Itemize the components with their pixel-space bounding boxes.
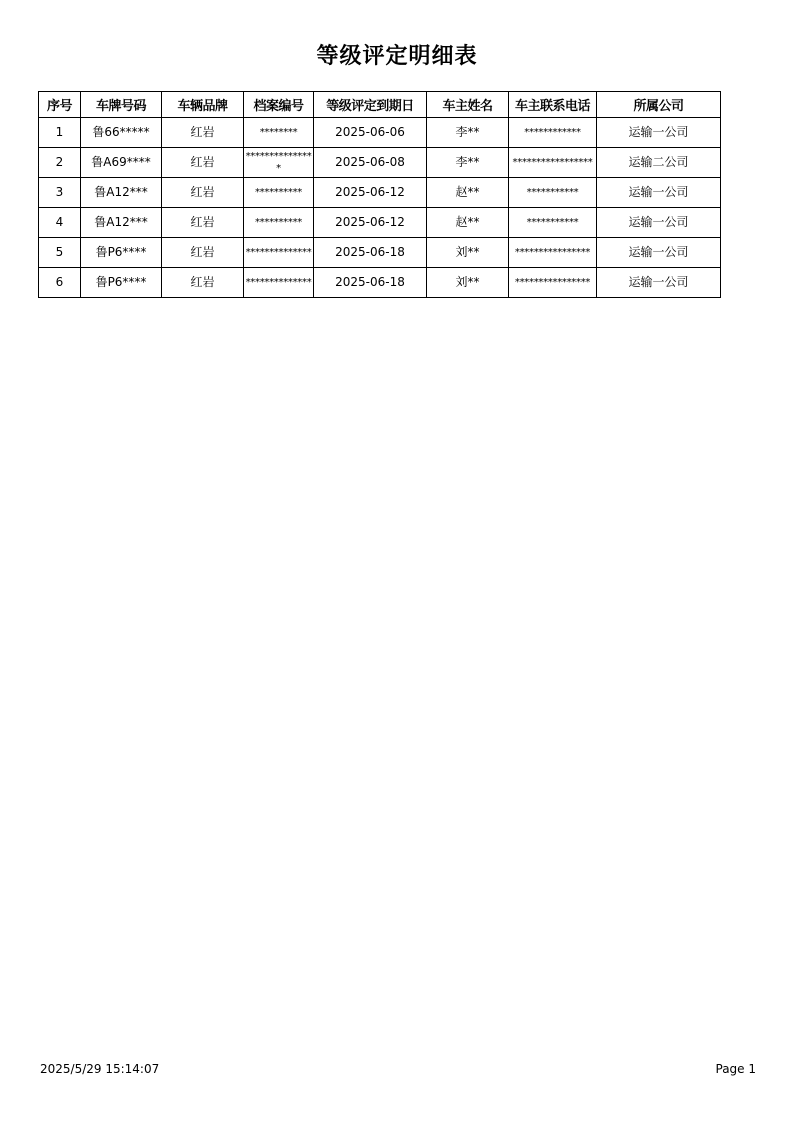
cell-plate-number: 鲁P6**** (81, 268, 162, 298)
cell-serial-no: 5 (39, 238, 81, 268)
table-row (39, 238, 721, 268)
cell-file-number: ************** (244, 238, 314, 268)
table-row (39, 118, 721, 148)
cell-serial-no: 1 (39, 118, 81, 148)
table-row (39, 268, 721, 298)
header-file-number: 档案编号 (244, 92, 314, 118)
cell-owner-phone: *********** (509, 178, 597, 208)
cell-owner-name: 赵** (427, 208, 509, 238)
cell-company: 运输一公司 (597, 118, 721, 148)
cell-company: 运输二公司 (597, 148, 721, 178)
table-row (39, 148, 721, 178)
cell-plate-number: 鲁P6**** (81, 238, 162, 268)
cell-plate-number: 鲁66***** (81, 118, 162, 148)
report-title: 等级评定明细表 (316, 43, 478, 69)
table-row (39, 208, 721, 238)
cell-rating-expiry-date: 2025-06-12 (314, 208, 427, 238)
cell-plate-number: 鲁A69**** (81, 148, 162, 178)
cell-serial-no: 3 (39, 178, 81, 208)
cell-rating-expiry-date: 2025-06-12 (314, 178, 427, 208)
cell-vehicle-brand: 红岩 (162, 118, 244, 148)
cell-company: 运输一公司 (597, 238, 721, 268)
cell-file-number: ************** (244, 268, 314, 298)
cell-owner-phone: ***************** (509, 148, 597, 178)
cell-vehicle-brand: 红岩 (162, 178, 244, 208)
header-vehicle-brand: 车辆品牌 (162, 92, 244, 118)
cell-owner-name: 刘** (427, 238, 509, 268)
header-plate-number: 车牌号码 (81, 92, 162, 118)
cell-file-number: ********** (244, 178, 314, 208)
table-header-row (39, 92, 721, 118)
cell-company: 运输一公司 (597, 178, 721, 208)
cell-serial-no: 2 (39, 148, 81, 178)
cell-serial-no: 4 (39, 208, 81, 238)
print-timestamp: 2025/5/29 15:14:07 (40, 1062, 160, 1076)
header-company: 所属公司 (597, 92, 721, 118)
cell-owner-phone: *********** (509, 208, 597, 238)
cell-owner-name: 李** (427, 118, 509, 148)
cell-vehicle-brand: 红岩 (162, 238, 244, 268)
cell-file-number: ******** (244, 118, 314, 148)
cell-company: 运输一公司 (597, 268, 721, 298)
rating-detail-table (38, 91, 721, 298)
table-row (39, 178, 721, 208)
header-owner-phone: 车主联系电话 (509, 92, 597, 118)
cell-file-number: *************** (244, 148, 314, 178)
header-rating-expiry-date: 等级评定到期日 (314, 92, 427, 118)
cell-rating-expiry-date: 2025-06-18 (314, 238, 427, 268)
cell-owner-phone: ************ (509, 118, 597, 148)
cell-owner-name: 刘** (427, 268, 509, 298)
cell-vehicle-brand: 红岩 (162, 268, 244, 298)
page-number: Page 1 (715, 1062, 756, 1076)
cell-vehicle-brand: 红岩 (162, 148, 244, 178)
cell-rating-expiry-date: 2025-06-18 (314, 268, 427, 298)
cell-owner-phone: **************** (509, 268, 597, 298)
cell-owner-phone: **************** (509, 238, 597, 268)
cell-owner-name: 李** (427, 148, 509, 178)
cell-owner-name: 赵** (427, 178, 509, 208)
cell-rating-expiry-date: 2025-06-08 (314, 148, 427, 178)
header-owner-name: 车主姓名 (427, 92, 509, 118)
cell-file-number: ********** (244, 208, 314, 238)
cell-plate-number: 鲁A12*** (81, 208, 162, 238)
header-serial-no: 序号 (39, 92, 81, 118)
cell-plate-number: 鲁A12*** (81, 178, 162, 208)
cell-vehicle-brand: 红岩 (162, 208, 244, 238)
cell-rating-expiry-date: 2025-06-06 (314, 118, 427, 148)
cell-company: 运输一公司 (597, 208, 721, 238)
cell-serial-no: 6 (39, 268, 81, 298)
